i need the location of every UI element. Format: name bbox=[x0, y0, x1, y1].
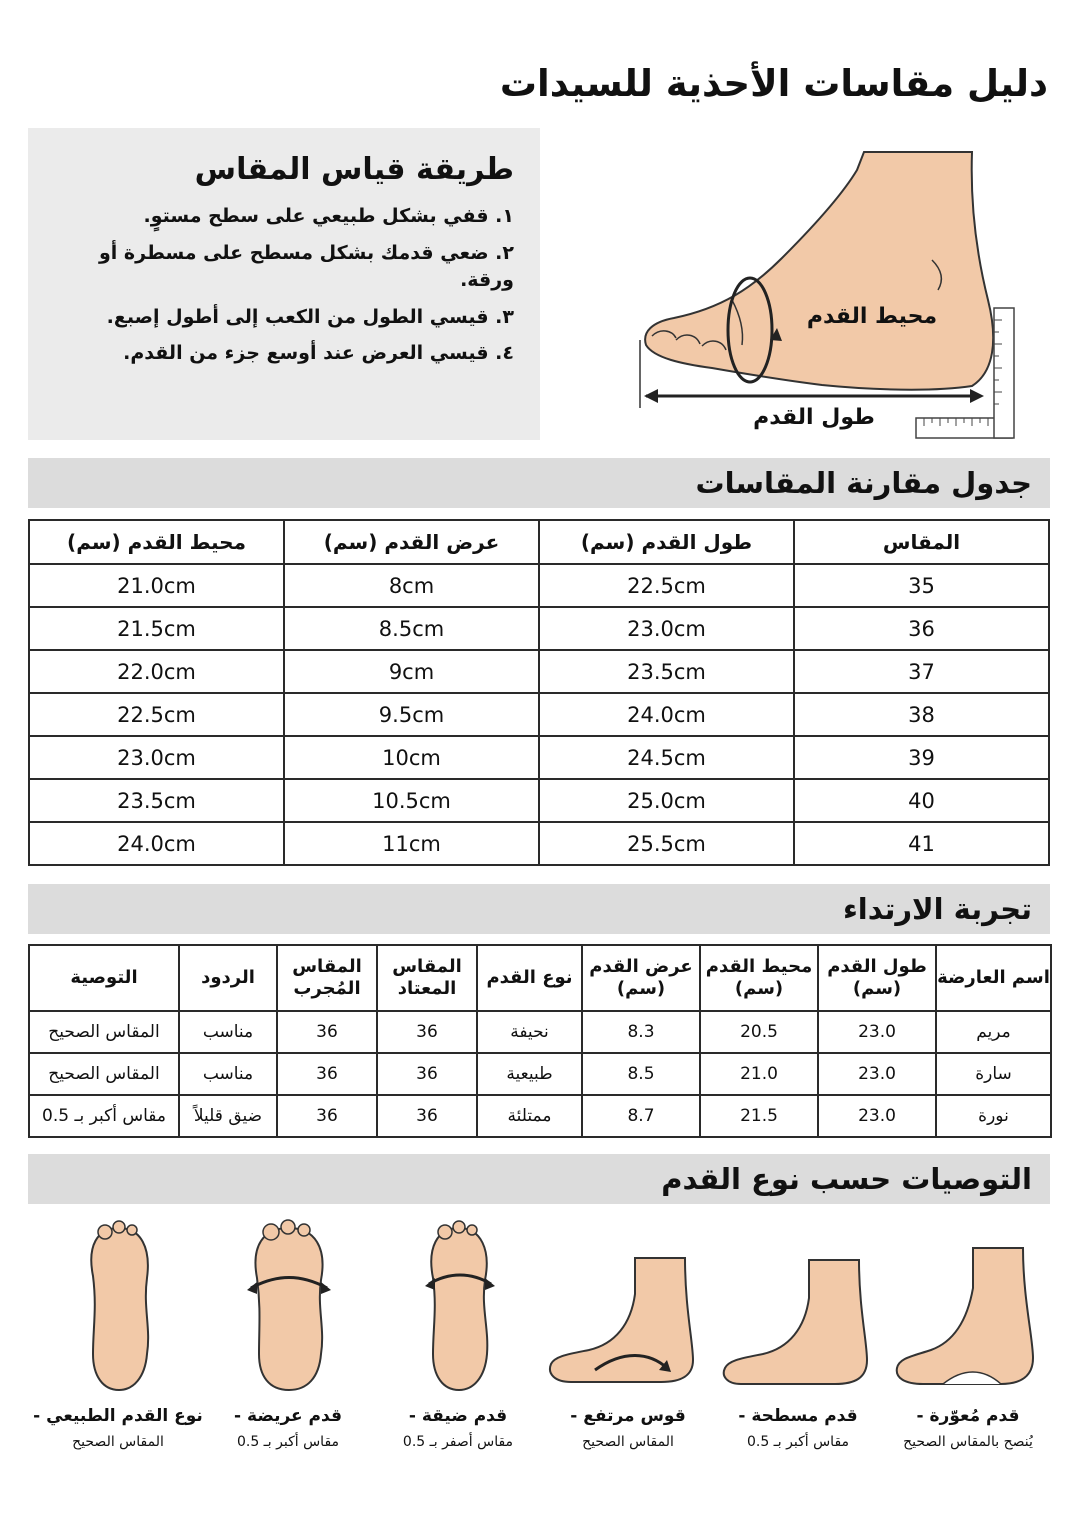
table-cell: ضيق قليلاً bbox=[179, 1095, 277, 1137]
size-table-title: جدول مقارنة المقاسات bbox=[695, 466, 1032, 500]
foot-measure-diagram bbox=[632, 140, 1032, 445]
measure-title: طريقة قياس المقاس bbox=[194, 152, 514, 187]
table-cell: 24.0cm bbox=[539, 693, 794, 736]
normal-foot-icon bbox=[33, 1218, 203, 1398]
table-row bbox=[29, 650, 1049, 693]
table-cell: 23.0cm bbox=[29, 736, 284, 779]
table-row bbox=[29, 1095, 1051, 1137]
table-cell: 23.0cm bbox=[539, 607, 794, 650]
table-row bbox=[29, 736, 1049, 779]
foot-types-section-bar bbox=[28, 1154, 1050, 1204]
wide-foot-icon bbox=[203, 1218, 373, 1398]
table-cell: ممتلئة bbox=[477, 1095, 582, 1137]
table-cell: 9cm bbox=[284, 650, 539, 693]
table-cell: 36 bbox=[277, 1053, 377, 1095]
page-title: دليل مقاسات الأحذية للسيدات bbox=[499, 62, 1048, 105]
table-cell: 23.0 bbox=[818, 1011, 936, 1053]
table-cell: نورة bbox=[936, 1095, 1051, 1137]
table-header-cell: المقاس المعتاد bbox=[377, 945, 477, 1011]
length-label: طول القدم bbox=[753, 405, 875, 430]
table-header-cell: نوع القدم bbox=[477, 945, 582, 1011]
table-cell: 36 bbox=[277, 1011, 377, 1053]
table-header-cell: الردود bbox=[179, 945, 277, 1011]
foot-type-card bbox=[713, 1218, 883, 1480]
table-cell: 21.5cm bbox=[29, 607, 284, 650]
table-header-cell: التوصية bbox=[29, 945, 179, 1011]
table-row bbox=[29, 564, 1049, 607]
table-cell: 23.0 bbox=[818, 1053, 936, 1095]
foot-type-name: قدم عريضة - bbox=[234, 1406, 342, 1426]
trial-title: تجربة الارتداء bbox=[842, 892, 1032, 926]
table-cell: 9.5cm bbox=[284, 693, 539, 736]
step-item: ١. قفي بشكل طبيعي على سطح مستوٍ. bbox=[143, 205, 514, 227]
table-header-cell: اسم العارضة bbox=[936, 945, 1051, 1011]
table-cell: 39 bbox=[794, 736, 1049, 779]
table-cell: 36 bbox=[277, 1095, 377, 1137]
table-cell: 10.5cm bbox=[284, 779, 539, 822]
table-cell: 25.5cm bbox=[539, 822, 794, 865]
step-item: ٢. ضعي قدمك بشكل مسطح على مسطرة أو ورقة. bbox=[98, 241, 514, 292]
table-row bbox=[29, 1011, 1051, 1053]
table-header-cell: محيط القدم (سم) bbox=[700, 945, 818, 1011]
table-row bbox=[29, 693, 1049, 736]
table-cell: 8.3 bbox=[582, 1011, 700, 1053]
table-cell: 8.5 bbox=[582, 1053, 700, 1095]
table-cell: 36 bbox=[794, 607, 1049, 650]
foot-type-name: قدم مُعوّرة - bbox=[916, 1406, 1020, 1426]
step-item: ٣. قيسي الطول من الكعب إلى أطول إصبع. bbox=[106, 305, 514, 328]
table-header-cell: المقاس المُجرب bbox=[277, 945, 377, 1011]
table-header-cell: محيط القدم (سم) bbox=[29, 520, 284, 564]
foot-type-recommendation: مقاس أكبر بـ 0.5 bbox=[746, 1434, 850, 1450]
table-header-cell: طول القدم (سم) bbox=[818, 945, 936, 1011]
table-cell: 37 bbox=[794, 650, 1049, 693]
table-cell: 22.5cm bbox=[29, 693, 284, 736]
table-cell: 40 bbox=[794, 779, 1049, 822]
steps-list bbox=[52, 203, 514, 368]
step-item: ٤. قيسي العرض عند أوسع جزء من القدم. bbox=[123, 342, 514, 365]
table-cell: 22.0cm bbox=[29, 650, 284, 693]
table-cell: 10cm bbox=[284, 736, 539, 779]
side-foot-icon bbox=[883, 1218, 1053, 1398]
foot-type-recommendation: المقاس الصحيح bbox=[582, 1434, 674, 1450]
table-header-row bbox=[29, 520, 1049, 564]
narrow-foot-icon bbox=[373, 1218, 543, 1398]
table-header-cell: عرض القدم (سم) bbox=[582, 945, 700, 1011]
table-cell: 35 bbox=[794, 564, 1049, 607]
table-row bbox=[29, 1053, 1051, 1095]
wear-trial-table bbox=[28, 944, 1052, 1138]
table-header-cell: المقاس bbox=[794, 520, 1049, 564]
table-row bbox=[29, 822, 1049, 865]
table-cell: مناسب bbox=[179, 1053, 277, 1095]
table-cell: مريم bbox=[936, 1011, 1051, 1053]
circumference-label: محيط القدم bbox=[806, 304, 938, 329]
foot-type-card bbox=[543, 1218, 713, 1480]
table-cell: سارة bbox=[936, 1053, 1051, 1095]
foot-type-card bbox=[203, 1218, 373, 1480]
table-cell: 8.7 bbox=[582, 1095, 700, 1137]
table-cell: 23.0 bbox=[818, 1095, 936, 1137]
foot-types-row bbox=[18, 1218, 1058, 1480]
foot-type-card bbox=[373, 1218, 543, 1480]
table-cell: مناسب bbox=[179, 1011, 277, 1053]
table-cell: 25.0cm bbox=[539, 779, 794, 822]
foot-type-card bbox=[883, 1218, 1053, 1480]
measure-instructions-box bbox=[28, 128, 540, 440]
table-cell: 22.5cm bbox=[539, 564, 794, 607]
table-cell: نحيفة bbox=[477, 1011, 582, 1053]
table-cell: المقاس الصحيح bbox=[29, 1053, 179, 1095]
foot-types-title: التوصيات حسب نوع القدم bbox=[661, 1162, 1032, 1196]
table-cell: 23.5cm bbox=[539, 650, 794, 693]
table-cell: المقاس الصحيح bbox=[29, 1011, 179, 1053]
arch-foot-icon bbox=[543, 1218, 713, 1398]
foot-type-recommendation: يُنصح بالمقاس الصحيح bbox=[903, 1434, 1033, 1450]
table-cell: 21.0 bbox=[700, 1053, 818, 1095]
size-comparison-table bbox=[28, 519, 1050, 866]
trial-section-bar bbox=[28, 884, 1050, 934]
foot-type-recommendation: المقاس الصحيح bbox=[72, 1434, 164, 1450]
table-header-cell: عرض القدم (سم) bbox=[284, 520, 539, 564]
table-row bbox=[29, 607, 1049, 650]
foot-type-recommendation: مقاس أصفر بـ 0.5 bbox=[402, 1434, 514, 1450]
table-cell: 38 bbox=[794, 693, 1049, 736]
foot-type-recommendation: مقاس أكبر بـ 0.5 bbox=[236, 1434, 340, 1450]
table-cell: 41 bbox=[794, 822, 1049, 865]
table-header-cell: طول القدم (سم) bbox=[539, 520, 794, 564]
table-cell: طبيعية bbox=[477, 1053, 582, 1095]
foot-illustration bbox=[645, 152, 993, 390]
table-cell: 20.5 bbox=[700, 1011, 818, 1053]
table-cell: 11cm bbox=[284, 822, 539, 865]
table-cell: 23.5cm bbox=[29, 779, 284, 822]
table-cell: 8.5cm bbox=[284, 607, 539, 650]
size-table-section-bar bbox=[28, 458, 1050, 508]
foot-type-name: قدم مسطحة - bbox=[738, 1406, 858, 1426]
table-cell: مقاس أكبر بـ 0.5 bbox=[29, 1095, 179, 1137]
table-cell: 24.5cm bbox=[539, 736, 794, 779]
table-cell: 36 bbox=[377, 1053, 477, 1095]
table-cell: 8cm bbox=[284, 564, 539, 607]
table-row bbox=[29, 779, 1049, 822]
side-foot-icon bbox=[713, 1218, 883, 1398]
foot-type-name: قوس مرتفع - bbox=[570, 1406, 686, 1426]
table-cell: 24.0cm bbox=[29, 822, 284, 865]
table-header-row bbox=[29, 945, 1051, 1011]
table-cell: 21.5 bbox=[700, 1095, 818, 1137]
foot-type-name: نوع القدم الطبيعي - bbox=[33, 1406, 203, 1426]
foot-type-card bbox=[33, 1218, 203, 1480]
table-cell: 36 bbox=[377, 1011, 477, 1053]
foot-type-name: قدم ضيقة - bbox=[408, 1406, 508, 1426]
table-cell: 21.0cm bbox=[29, 564, 284, 607]
table-cell: 36 bbox=[377, 1095, 477, 1137]
